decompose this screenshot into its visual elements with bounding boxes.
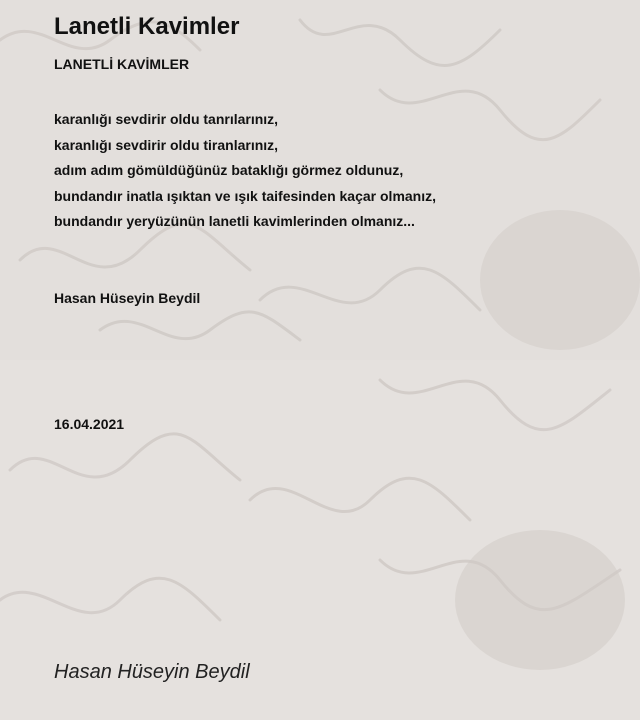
poem-line: karanlığı sevdirir oldu tanrılarınız, [54,111,279,127]
author-signature: Hasan Hüseyin Beydil [54,661,250,683]
poem-date: 16.04.2021 [54,416,125,432]
poem-title: LANETLİ KAVİMLER [54,56,190,72]
author-name: Hasan Hüseyin Beydil [54,290,201,306]
poem-line: bundandır yeryüzünün lanetli kavimlerinden olmanız... [54,213,415,229]
poem-line: adım adım gömüldüğünüz bataklığı görmez oldunuz, [54,162,404,178]
poem-line: karanlığı sevdirir oldu tiranlarınız, [54,136,279,153]
poem-lines [54,107,436,235]
poem-line: bundandır inatla ışıktan ve ışık taifesinden kaçar olmanız, [54,187,437,204]
page-title: Lanetli Kavimler [54,13,240,40]
